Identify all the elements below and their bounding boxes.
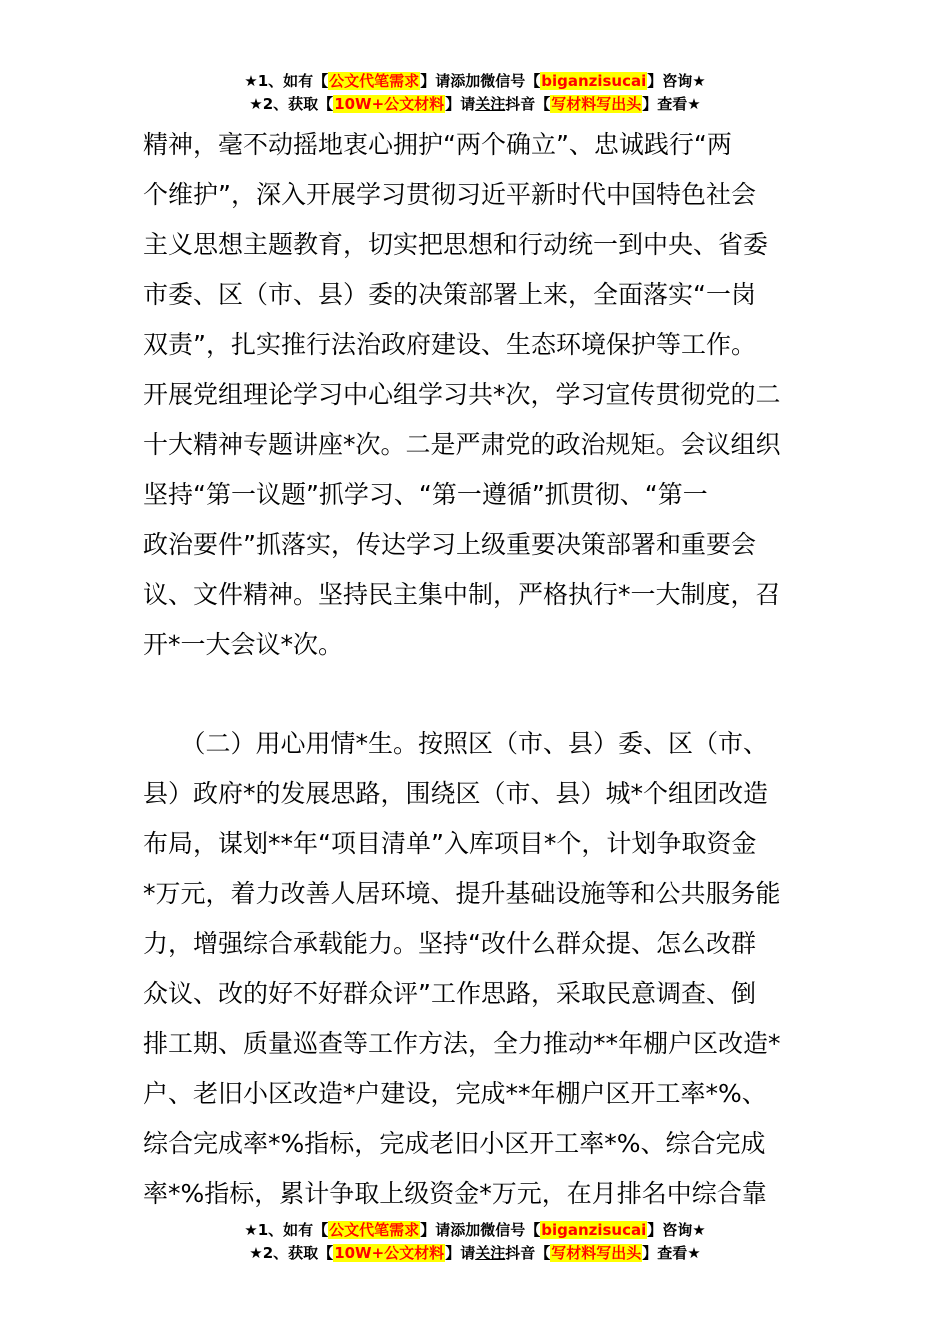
text-line: 市委、区（市、县）委的决策部署上来，全面落实“一岗: [143, 280, 756, 309]
banner-highlight: 公文代笔需求: [329, 72, 420, 90]
text-line: 户、老旧小区改造*户建设，完成**年棚户区开工率*%、: [143, 1079, 767, 1108]
banner-highlight: 公文代笔需求: [329, 1221, 420, 1239]
banner-underlined: 关注: [475, 95, 506, 113]
banner-underlined: 关注: [475, 1244, 506, 1262]
text-line: 力，增强综合承载能力。坚持“改什么群众提、怎么改群: [143, 929, 756, 958]
text-line: 综合完成率*%指标，完成老旧小区开工率*%、综合完成: [143, 1129, 766, 1158]
text-line: 议、文件精神。坚持民主集中制，严格执行*一大制度，召: [143, 580, 781, 609]
banner-highlight-douyin: 写材料写出头: [551, 1244, 642, 1262]
banner-text: 抖音【: [505, 1244, 551, 1262]
text-line: 精神，毫不动摇地衷心拥护“两个确立”、忠诚践行“两: [143, 130, 732, 159]
banner-highlight-douyin: 写材料写出头: [551, 95, 642, 113]
text-line: 坚持“第一议题”抓学习、“第一遵循”抓贯彻、“第一: [143, 480, 708, 509]
banner-text: ★1、如有【: [244, 72, 329, 90]
banner-text: 】咨询★: [647, 1221, 706, 1239]
banner-line-1: [0, 70, 950, 93]
text-line: 众议、改的好不好群众评”工作思路，采取民意调查、倒: [143, 979, 756, 1008]
footer-banner: [0, 1219, 950, 1265]
banner-text: ★2、获取【: [249, 1244, 334, 1262]
banner-line-2: [0, 1242, 950, 1265]
text-line: 双责”，扎实推行法治政府建设、生态环境保护等工作。: [143, 330, 756, 359]
banner-text: 抖音【: [505, 95, 551, 113]
banner-text: 】查看★: [642, 95, 701, 113]
text-line: （二）用心用情*生。按照区（市、县）委、区（市、: [143, 729, 769, 758]
banner-text: 】查看★: [642, 1244, 701, 1262]
header-banner: [0, 70, 950, 116]
banner-highlight-wechat-id: biganzisucai: [541, 72, 647, 90]
banner-text: 】请添加微信号【: [420, 1221, 541, 1239]
banner-text: ★2、获取【: [249, 95, 334, 113]
text-line: 开展党组理论学习中心组学习共*次，学习宣传贯彻党的二: [143, 380, 781, 409]
text-line: 开*一大会议*次。: [143, 630, 344, 659]
banner-text: 】请: [445, 95, 476, 113]
banner-text: 】咨询★: [647, 72, 706, 90]
text-line: *万元，着力改善人居环境、提升基础设施等和公共服务能: [143, 879, 781, 908]
text-line: 政治要件”抓落实，传达学习上级重要决策部署和重要会: [143, 530, 756, 559]
text-line: 个维护”，深入开展学习贯彻习近平新时代中国特色社会: [143, 180, 756, 209]
paragraph-2: [143, 719, 823, 1219]
text-line: 排工期、质量巡查等工作方法，全力推动**年棚户区改造*: [143, 1029, 781, 1058]
text-line: 县）政府*的发展思路，围绕区（市、县）城*个组团改造: [143, 779, 769, 808]
banner-text: ★1、如有【: [244, 1221, 329, 1239]
text-line: 主义思想主题教育，切实把思想和行动统一到中央、省委: [143, 230, 769, 259]
banner-line-2: [0, 93, 950, 116]
text-line: 布局，谋划**年“项目清单”入库项目*个，计划争取资金: [143, 829, 757, 858]
banner-line-1: [0, 1219, 950, 1242]
banner-text: 】请添加微信号【: [420, 72, 541, 90]
text-line: 十大精神专题讲座*次。二是严肃党的政治规矩。会议组织: [143, 430, 781, 459]
banner-highlight: 10W+公文材料: [334, 1244, 445, 1262]
text-line: 率*%指标，累计争取上级资金*万元，在月排名中综合靠: [143, 1179, 767, 1208]
banner-highlight-wechat-id: biganzisucai: [541, 1221, 647, 1239]
banner-highlight: 10W+公文材料: [334, 95, 445, 113]
banner-text: 】请: [445, 1244, 476, 1262]
paragraph-1: [143, 120, 823, 670]
